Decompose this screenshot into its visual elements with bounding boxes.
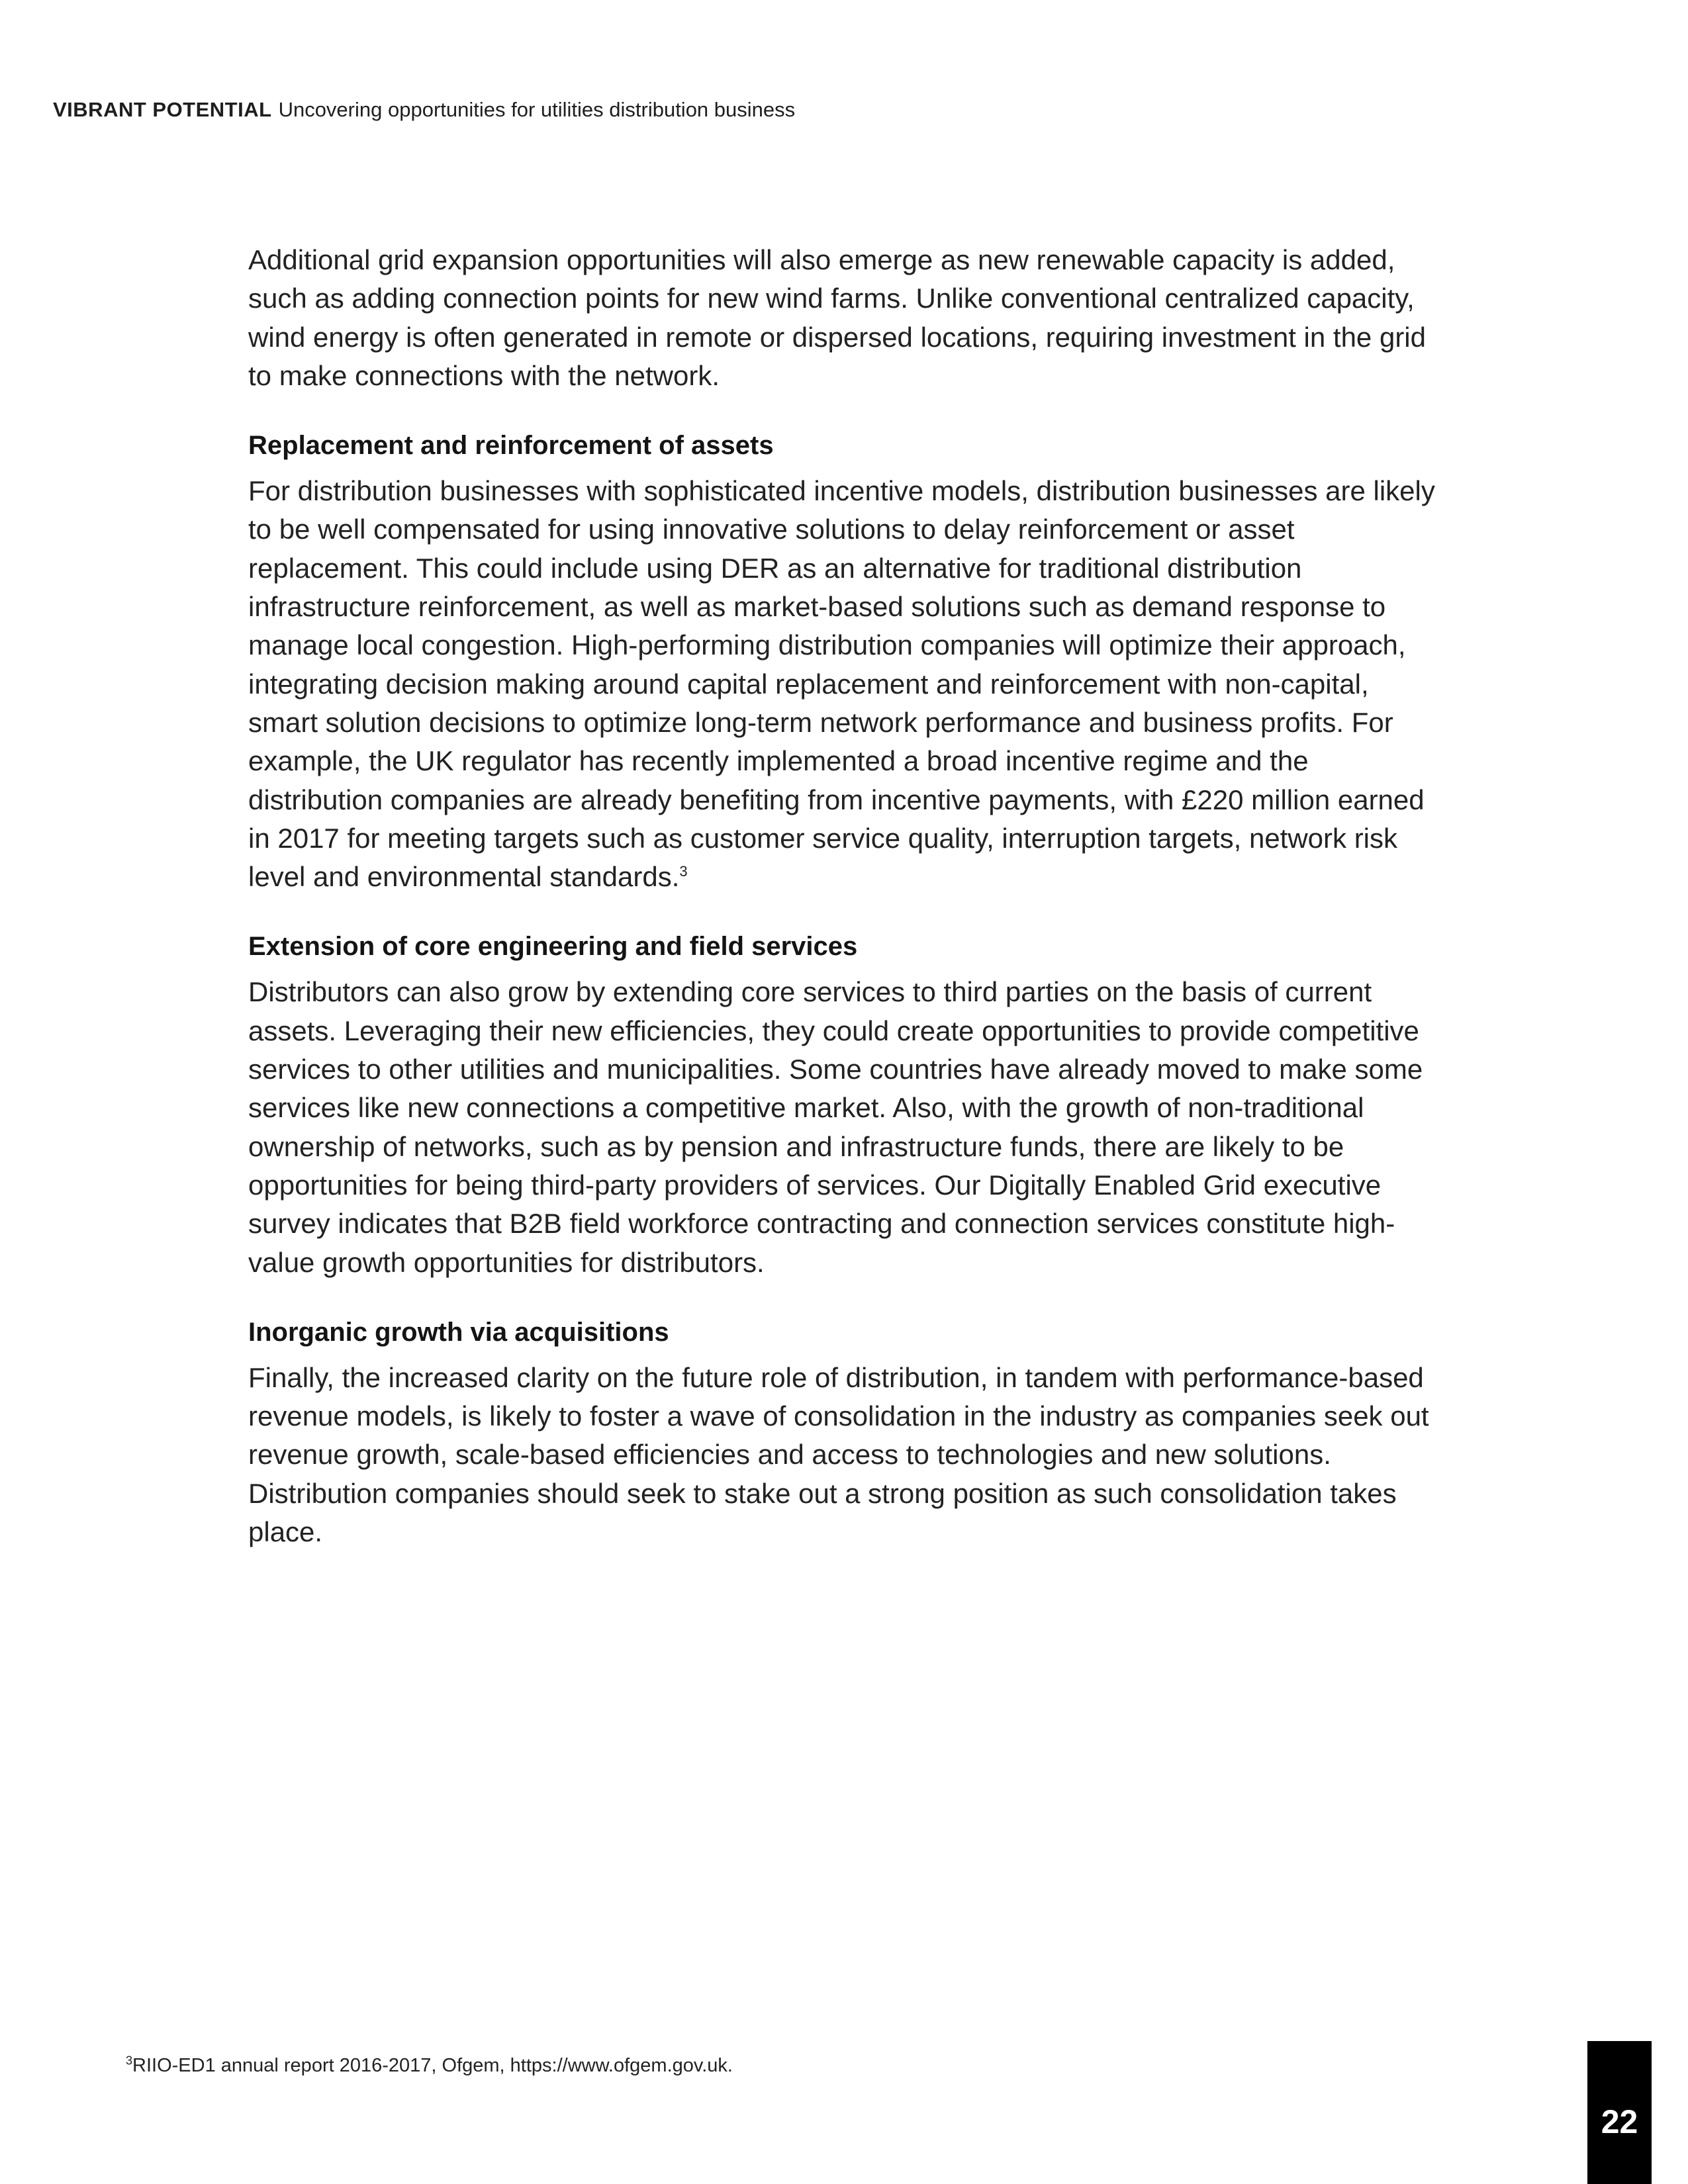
section-body-inorganic: Finally, the increased clarity on the future role of distribution, in tandem with performance-based revenue models, is likely to foster a wave of consolidation in the industry as companies seek out revenue growth, scale-based efficiencies and access to technologies and new solutions. Distribution companies should seek to stake out a strong position as such consolidation takes place. bbox=[248, 1361, 1429, 1548]
running-header bbox=[53, 97, 795, 123]
footnote-text: RIIO-ED1 annual report 2016-2017, Ofgem, https://www.ofgem.gov.uk. bbox=[132, 2055, 733, 2076]
page-number-tab bbox=[1587, 2041, 1652, 2184]
footnote-reference[interactable]: 3 bbox=[679, 863, 688, 880]
section-body-replacement-text: For distribution businesses with sophisticated incentive models, distribution businesses are likely to be well compensated for using innovative solutions to delay reinforcement or asset replacement. This could include using DER as an alternative for traditional distribution infrastructure reinforcement, as well as market-based solutions such as demand response to manage local congestion. High-performing distribution companies will optimize their approach, integrating decision making around capital replacement and reinforcement with non-capital, smart solution decisions to optimize long-term network performance and business profits. For example, the UK regulator has recently implemented a broad incentive regime and the distribution companies are already benefiting from incentive payments, with £220 million earned in 2017 for meeting targets such as customer service quality, interruption targets, network risk level and environmental standards. bbox=[248, 475, 1435, 893]
page-number: 22 bbox=[1601, 2103, 1638, 2140]
section-heading-replacement: Replacement and reinforcement of assets bbox=[248, 431, 774, 461]
footnote-marker: 3 bbox=[126, 2054, 133, 2068]
section-heading-inorganic: Inorganic growth via acquisitions bbox=[248, 1317, 669, 1347]
report-subtitle: Uncovering opportunities for utilities distribution business bbox=[278, 98, 796, 121]
report-brand: VIBRANT POTENTIAL bbox=[53, 98, 272, 121]
section-heading-extension: Extension of core engineering and field services bbox=[248, 932, 858, 962]
section-body-replacement bbox=[248, 472, 1440, 896]
intro-paragraph: Additional grid expansion opportunities will also emerge as new renewable capacity is added, such as adding connection points for new wind farms. Unlike conventional centralized capacity, wind energy is often generated in remote or dispersed locations, requiring investment in the grid to make connections with the network. bbox=[248, 244, 1426, 391]
section-body-extension: Distributors can also grow by extending core services to third parties on the basis of current assets. Leveraging their new efficiencies, they could create opportunities to provide competitive services to other utilities and municipalities. Some countries have already moved to make some services like new connections a competitive market. Also, with the growth of non-traditional ownership of networks, such as by pension and infrastructure funds, there are likely to be opportunities for being third-party providers of services. Our Digitally Enabled Grid executive survey indicates that B2B field workforce contracting and connection services constitute high-value growth opportunities for distributors. bbox=[248, 976, 1423, 1278]
footnote bbox=[126, 2054, 733, 2077]
main-content bbox=[248, 241, 1440, 1551]
